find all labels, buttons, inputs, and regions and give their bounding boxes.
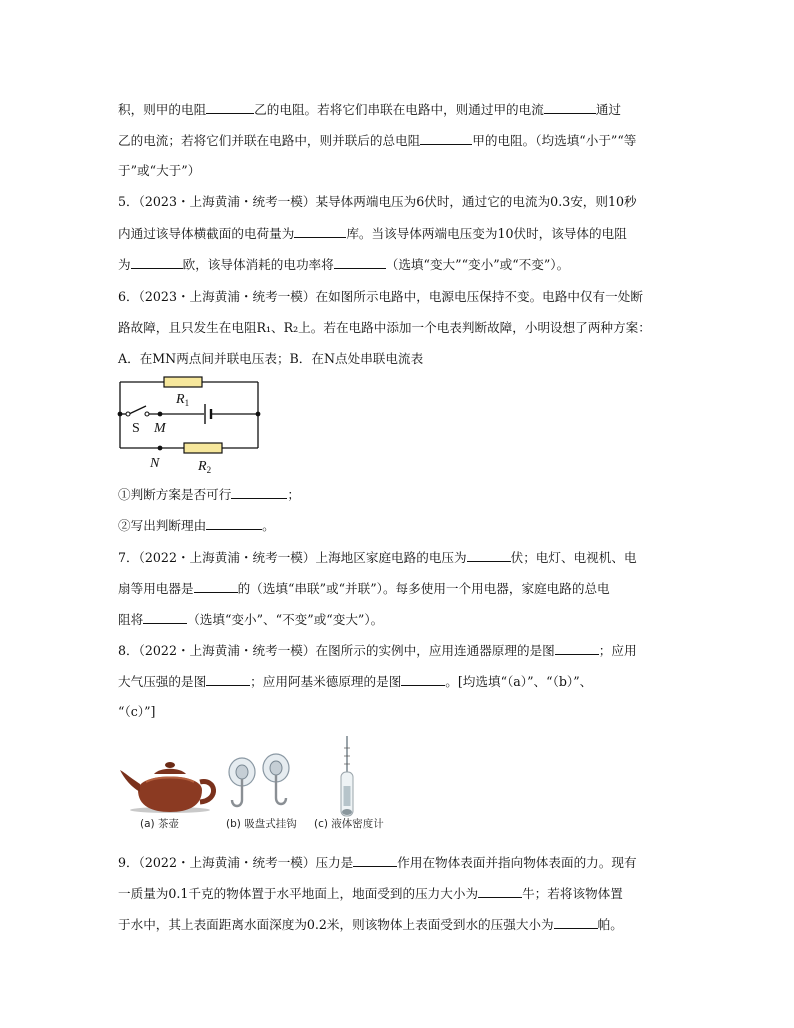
suction-hook-image [229,754,289,806]
answer-blank[interactable] [131,256,183,269]
answer-blank[interactable] [334,256,386,269]
point-n-dot [158,446,163,451]
answer-blank[interactable] [206,517,262,530]
text-segment: ；应用阿基米德原理的是图 [250,674,402,689]
text-segment: 路故障，且只发生在电阻R₁、R₂上。若在电路中添加一个电表判断故障，小明设想了两种方案： [118,320,651,335]
question-7-line-1 [118,549,637,566]
answer-blank[interactable] [206,673,250,686]
question-7-line-2 [118,580,610,597]
question-6-item-2 [118,517,275,534]
text-segment: 扇等用电器是 [118,581,194,596]
text-segment: （选填“变大”“变小”或“不变”）。 [385,257,570,272]
point-m-label: M [154,421,166,436]
text-segment: 7．（2022・上海黄浦・统考一模）上海地区家庭电路的电压为 [118,550,467,565]
text-segment: 欧，该导体消耗的电功率将 [182,257,334,272]
line-2 [118,132,636,149]
question-5-line-1 [118,194,637,210]
text-segment: 通过 [595,102,621,117]
question-6-line-2 [118,320,651,336]
switch-pivot [126,412,130,416]
text-segment: ；应用 [598,643,637,658]
r1-label: $R_1$ [176,392,190,408]
text-segment: 的（选填“串联”或“并联”）。每多使用一个用电器，家庭电路的总电 [237,581,610,596]
text-segment: 乙的电阻。若将它们串联在电路中，则通过甲的电流 [254,102,544,117]
answer-blank[interactable] [478,885,522,898]
text-segment: 。[均选填“（a）”、“（b）”、 [445,674,593,689]
question-8-line-1 [118,642,637,659]
text-segment: 作用在物体表面并指向物体表面的力。现有 [397,855,637,870]
resistor-r2 [184,443,222,453]
text-segment: 甲的电阻。（均选填“小于”“等 [472,133,637,148]
text-segment: 5．（2023・上海黄浦・统考一模）某导体两端电压为6伏时，通过它的电流为0.3安，则10秒 [118,194,637,209]
question-6-line-1 [118,289,643,305]
text-segment: 积，则甲的电阻 [118,102,207,117]
r2-label: $R_2$ [198,459,212,475]
circuit-diagram [112,372,272,478]
caption-suction-hook: (b) 吸盘式挂钩 [226,818,297,830]
text-segment: 9．（2022・上海黄浦・统考一模）压力是 [118,855,354,870]
teapot-image [120,762,214,813]
answer-blank[interactable] [143,611,187,624]
answer-blank[interactable] [353,854,397,867]
answer-blank[interactable] [467,549,511,562]
text-segment: 。 [262,518,275,533]
text-segment: 帕。 [597,917,623,932]
text-segment: 一质量为0.1千克的物体置于水平地面上，地面受到的压力大小为 [118,886,479,901]
text-segment: 为 [118,257,131,272]
text-segment: ②写出判断理由 [118,518,207,533]
question-8-line-2 [118,673,592,690]
text-segment: 于”或“大于”） [118,163,201,178]
question-9-line-2 [118,885,623,902]
answer-blank[interactable] [420,132,472,145]
point-m-dot [158,412,163,417]
answer-blank[interactable] [206,101,254,114]
point-n-label: N [150,456,160,471]
question-9-line-1 [118,854,637,871]
text-segment: 内通过该导体横截面的电荷量为 [118,226,295,241]
switch-label: S [132,421,140,436]
question-7-line-3 [118,611,383,628]
line-1 [118,101,621,118]
answer-blank[interactable] [294,225,346,238]
question-8-line-3 [118,704,155,720]
answer-blank[interactable] [231,486,287,499]
text-segment: 大气压强的是图 [118,674,207,689]
question-6-item-1 [118,486,300,503]
text-segment: A．在MN两点间并联电压表；B．在N点处串联电流表 [118,351,424,366]
answer-blank[interactable] [401,673,445,686]
text-segment: 阻将 [118,612,144,627]
text-segment: 牛；若将该物体置 [522,886,623,901]
text-segment: 乙的电流；若将它们并联在电路中，则并联后的总电阻 [118,133,421,148]
answer-blank[interactable] [544,101,596,114]
resistor-r1 [164,377,202,387]
switch-contact [145,412,149,416]
text-segment: ； [287,487,300,502]
answer-blank[interactable] [555,642,599,655]
answer-blank[interactable] [194,580,238,593]
text-segment: “（c）”] [118,704,156,719]
caption-hydrometer: (c) 液体密度计 [314,818,384,830]
question-6-line-3 [118,351,423,367]
hydrometer-image [341,736,353,816]
caption-teapot: (a) 茶壶 [140,818,179,830]
text-segment: 于水中，其上表面距离水面深度为0.2米，则该物体上表面受到水的压强大小为 [118,917,554,932]
text-segment: 库。当该导体两端电压变为10伏时，该导体的电阻 [346,226,627,241]
text-segment: 伏；电灯、电视机、电 [510,550,637,565]
text-segment: ①判断方案是否可行 [118,487,232,502]
text-segment: 8．（2022・上海黄浦・统考一模）在图所示的实例中，应用连通器原理的是图 [118,643,555,658]
switch-blade [129,406,146,414]
junction-dot [118,412,123,417]
text-segment: （选填“变小”、“不变”或“变大”）。 [187,612,384,627]
answer-blank[interactable] [554,916,598,929]
line-3 [118,163,200,179]
question-5-line-3 [118,256,569,273]
junction-dot [256,412,261,417]
text-segment: 6．（2023・上海黄浦・统考一模）在如图所示电路中，电源电压保持不变。电路中仅有一处断 [118,289,643,304]
question-9-line-3 [118,916,623,933]
question-5-line-2 [118,225,627,242]
